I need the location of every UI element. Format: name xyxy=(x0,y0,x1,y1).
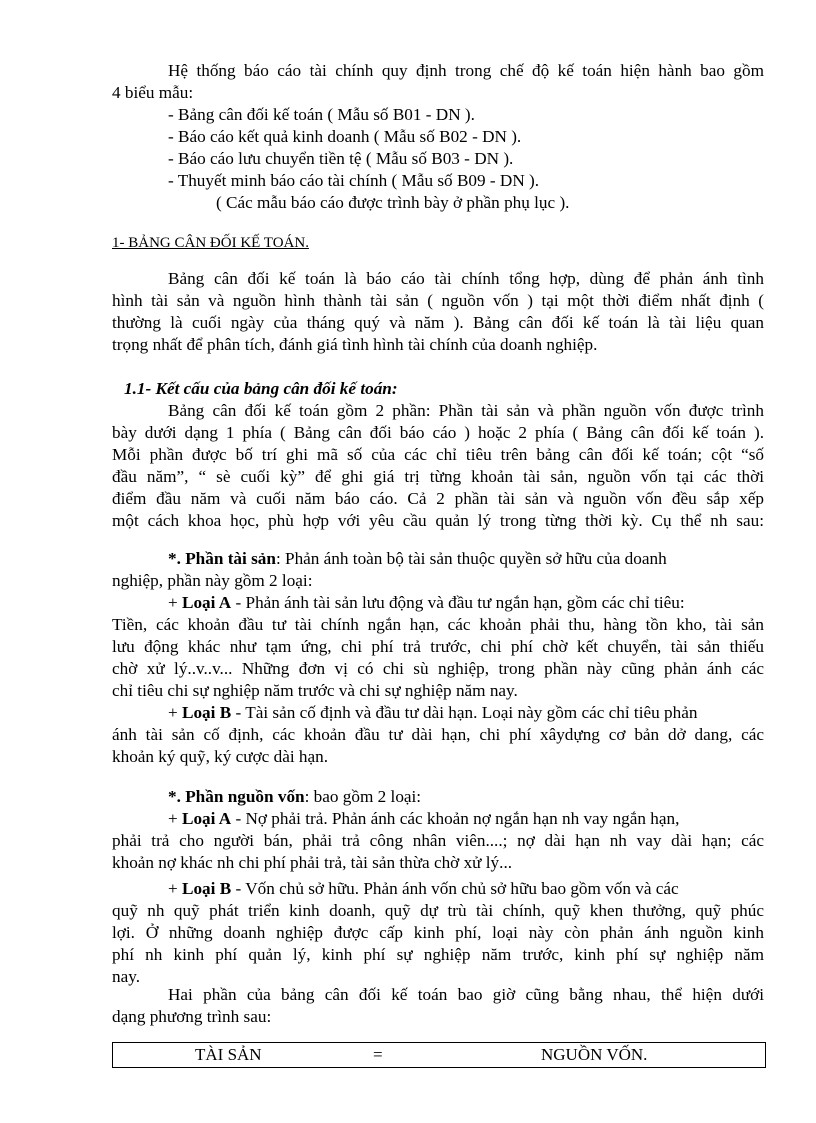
type-b-lead: - Vốn chủ sở hữu. Phản ánh vốn chủ sở hữu bao gồm vốn và các xyxy=(231,879,679,898)
type-b-label: Loại B xyxy=(182,879,232,898)
paragraph-line: khoản ký quỹ, ký cược dài hạn. xyxy=(112,747,329,766)
paragraph-line: lưu động khác như tạm ứng, chi phí trả trước, chi phí chờ kết chuyển, tài sản thiếu xyxy=(112,637,764,656)
liabilities-lead: : bao gồm 2 loại: xyxy=(304,787,422,806)
subsection-heading: 1.1- Kết cấu của bảng cân đối kế toán: xyxy=(124,379,398,398)
paragraph-line: hình tài sản và nguồn hình thành tài sản ( nguồn vốn ) tại một thời điểm nhất định ( xyxy=(112,291,764,310)
paragraph-line: Hai phần của bảng cân đối kế toán bao giờ cũng bằng nhau, thể hiện dưới xyxy=(168,985,764,1004)
liabilities-type-a-line xyxy=(168,808,679,830)
type-a-lead: - Nợ phải trả. Phản ánh các khoản nợ ngắn hạn nh vay ngắn hạn, xyxy=(231,809,680,828)
intro-line-2: 4 biểu mẫu: xyxy=(112,83,194,102)
paragraph-line: dạng phương trình sau: xyxy=(112,1007,272,1026)
paragraph-line: bày dưới dạng 1 phía ( Bảng cân đối báo cáo ) hoặc 2 phía ( Bảng cân đối kế toán ). xyxy=(112,423,764,442)
equation-sign: = xyxy=(373,1045,383,1064)
equation-right: NGUỒN VỐN. xyxy=(541,1045,648,1064)
list-item: - Báo cáo lưu chuyển tiền tệ ( Mẫu số B03 - DN ). xyxy=(168,149,514,168)
paragraph-line: quỹ nh quỹ phát triển kinh doanh, quỹ dự trù tài chính, quỹ khen thưởng, quỹ phúc xyxy=(112,901,764,920)
paragraph-line: phải trả cho người bán, phải trả công nhân viên....; nợ dài hạn nh vay dài hạn; các xyxy=(112,831,764,850)
liabilities-type-b-line xyxy=(168,878,679,900)
paragraph-line: chỉ tiêu chi sự nghiệp năm trước và chi sự nghiệp năm nay. xyxy=(112,681,518,700)
bullet-plus: + xyxy=(168,879,182,898)
liabilities-heading-line xyxy=(168,786,421,808)
section-heading: 1- BẢNG CÂN ĐỐI KẾ TOÁN. xyxy=(112,235,309,251)
equation-box xyxy=(112,1042,766,1068)
paragraph-line: Tiền, các khoản đầu tư tài chính ngắn hạn, các khoản phải thu, hàng tồn kho, tài sản xyxy=(112,615,764,634)
type-a-lead: - Phản ánh tài sản lưu động và đầu tư ngắn hạn, gồm các chỉ tiêu: xyxy=(231,593,685,612)
liabilities-label: *. Phần nguồn vốn xyxy=(168,787,305,806)
paragraph-line: trọng nhất để phân tích, đánh giá tình hình tài chính của doanh nghiệp. xyxy=(112,335,598,354)
paragraph-line: Bảng cân đối kế toán là báo cáo tài chính tổng hợp, dùng để phản ánh tình xyxy=(168,269,764,288)
paragraph-line: một cách khoa học, phù hợp với yêu cầu quản lý trong từng thời kỳ. Cụ thể nh sau: xyxy=(112,511,764,530)
paragraph-line: Mỗi phần được bố trí ghi mã số của các chỉ tiêu trên bảng cân đối kế toán; cột “số xyxy=(112,445,764,464)
paragraph-line: thường là cuối ngày của tháng quý và năm ). Bảng cân đối kế toán là tài liệu quan xyxy=(112,313,764,332)
bullet-plus: + xyxy=(168,593,182,612)
paragraph-line: lợi. Ở những doanh nghiệp được cấp kinh phí, loại này còn phản ánh nguồn kinh xyxy=(112,923,764,942)
paragraph-line: ánh tài sản cố định, các khoản đầu tư dài hạn, chi phí xâydựng cơ bản dở dang, các xyxy=(112,725,764,744)
paragraph-line: đầu năm”, “ sè cuối kỳ” để ghi giá trị từng khoản tài sản, nguồn vốn tại các thời xyxy=(112,467,764,486)
type-a-label: Loại A xyxy=(182,809,232,828)
paragraph-line: khoản nợ khác nh chi phí phải trả, tài sản thừa chờ xử lý... xyxy=(112,853,513,872)
type-b-lead: - Tài sản cố định và đầu tư dài hạn. Loại này gồm các chỉ tiêu phản xyxy=(231,703,698,722)
paragraph-line: phí nh kinh phí quản lý, kinh phí sự nghiệp năm trước, kinh phí sự nghiệp năm xyxy=(112,945,764,964)
assets-type-a-line xyxy=(168,592,685,614)
assets-label: *. Phần tài sản xyxy=(168,549,276,568)
list-item: - Báo cáo kết quả kinh doanh ( Mẫu số B02 - DN ). xyxy=(168,127,522,146)
bullet-plus: + xyxy=(168,809,182,828)
paragraph-line: Bảng cân đối kế toán gồm 2 phần: Phần tài sản và phần nguồn vốn được trình xyxy=(168,401,764,420)
assets-heading-line xyxy=(168,548,667,570)
intro-note: ( Các mẫu báo cáo được trình bày ở phần phụ lục ). xyxy=(216,193,570,212)
paragraph-line: nay. xyxy=(112,967,140,986)
list-item: - Thuyết minh báo cáo tài chính ( Mẫu số B09 - DN ). xyxy=(168,171,540,190)
paragraph-line: điểm đầu năm và cuối năm báo cáo. Cả 2 phần tài sản và nguồn vốn đều sắp xếp xyxy=(112,489,764,508)
list-item: - Bảng cân đối kế toán ( Mẫu số B01 - DN ). xyxy=(168,105,475,124)
type-b-label: Loại B xyxy=(182,703,232,722)
assets-lead: : Phản ánh toàn bộ tài sản thuộc quyền sở hữu của doanh xyxy=(275,549,667,568)
paragraph-line: chờ xử lý..v..v... Những đơn vị có chi sù nghiệp, trong phần này cũng phản ánh các xyxy=(112,659,764,678)
assets-type-b-line xyxy=(168,702,697,724)
equation-left: TÀI SẢN xyxy=(195,1045,262,1064)
type-a-label: Loại A xyxy=(182,593,232,612)
paragraph-line: nghiệp, phần này gồm 2 loại: xyxy=(112,571,313,590)
bullet-plus: + xyxy=(168,703,182,722)
intro-line-1: Hệ thống báo cáo tài chính quy định trong chế độ kế toán hiện hành bao gồm xyxy=(168,61,764,80)
